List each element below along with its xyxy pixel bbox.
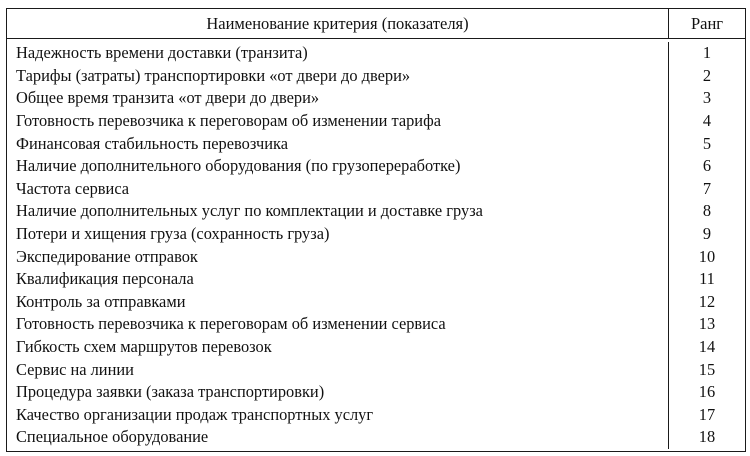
rank-cell: 3 <box>702 88 712 108</box>
table-row <box>7 178 745 201</box>
criterion-cell: Готовность перевозчика к переговорам об изменении сервиса <box>7 313 669 336</box>
rank-cell: 15 <box>698 359 716 379</box>
criterion-cell: Частота сервиса <box>7 178 669 201</box>
table-row <box>7 358 745 381</box>
table-row <box>7 132 745 155</box>
table-row <box>7 381 745 404</box>
rank-cell: 8 <box>702 201 712 221</box>
criterion-cell: Гибкость схем маршрутов перевозок <box>7 336 669 359</box>
table-row <box>7 87 745 110</box>
table-body <box>7 39 745 451</box>
table-row <box>7 336 745 359</box>
criterion-cell: Тарифы (затраты) транспортировки «от двери до двери» <box>7 65 669 88</box>
criterion-cell: Потери и хищения груза (сохранность груза) <box>7 223 669 246</box>
criterion-cell: Качество организации продаж транспортных услуг <box>7 404 669 427</box>
table-row <box>7 155 745 178</box>
header-criterion: Наименование критерия (показателя) <box>7 9 669 38</box>
rank-cell: 5 <box>702 133 712 153</box>
table-row <box>7 223 745 246</box>
table-row <box>7 268 745 291</box>
criterion-cell: Контроль за отправками <box>7 291 669 314</box>
rank-cell: 16 <box>698 382 716 402</box>
rank-cell: 2 <box>702 65 712 85</box>
table-row <box>7 313 745 336</box>
table-header-row <box>7 9 745 39</box>
table-row <box>7 200 745 223</box>
rank-cell: 4 <box>702 111 712 131</box>
criterion-cell: Процедура заявки (заказа транспортировки) <box>7 381 669 404</box>
header-rank: Ранг <box>690 13 724 33</box>
rank-cell: 18 <box>698 427 716 447</box>
criterion-cell: Финансовая стабильность перевозчика <box>7 132 669 155</box>
criterion-cell: Общее время транзита «от двери до двери» <box>7 87 669 110</box>
rank-cell: 9 <box>702 224 712 244</box>
table-row <box>7 42 745 65</box>
rank-cell: 14 <box>698 337 716 357</box>
criterion-cell: Наличие дополнительных услуг по комплектации и доставке груза <box>7 200 669 223</box>
rank-cell: 13 <box>698 314 716 334</box>
table-row <box>7 291 745 314</box>
rank-cell: 17 <box>698 404 716 424</box>
table-row <box>7 426 745 449</box>
table-row <box>7 404 745 427</box>
criterion-cell: Сервис на линии <box>7 358 669 381</box>
criterion-cell: Готовность перевозчика к переговорам об изменении тарифа <box>7 110 669 133</box>
table-row <box>7 245 745 268</box>
rank-cell: 7 <box>702 178 712 198</box>
rank-cell: 10 <box>698 246 716 266</box>
table-row <box>7 110 745 133</box>
rank-cell: 1 <box>702 43 712 63</box>
criterion-cell: Экспедирование отправок <box>7 245 669 268</box>
rank-cell: 11 <box>699 269 715 289</box>
rank-cell: 12 <box>698 291 716 311</box>
criterion-cell: Специальное оборудование <box>7 426 669 449</box>
rank-cell: 6 <box>702 156 712 176</box>
criterion-cell: Надежность времени доставки (транзита) <box>7 42 669 65</box>
criteria-table <box>6 8 746 452</box>
table-row <box>7 65 745 88</box>
criterion-cell: Наличие дополнительного оборудования (по грузопереработке) <box>7 155 669 178</box>
criterion-cell: Квалификация персонала <box>7 268 669 291</box>
